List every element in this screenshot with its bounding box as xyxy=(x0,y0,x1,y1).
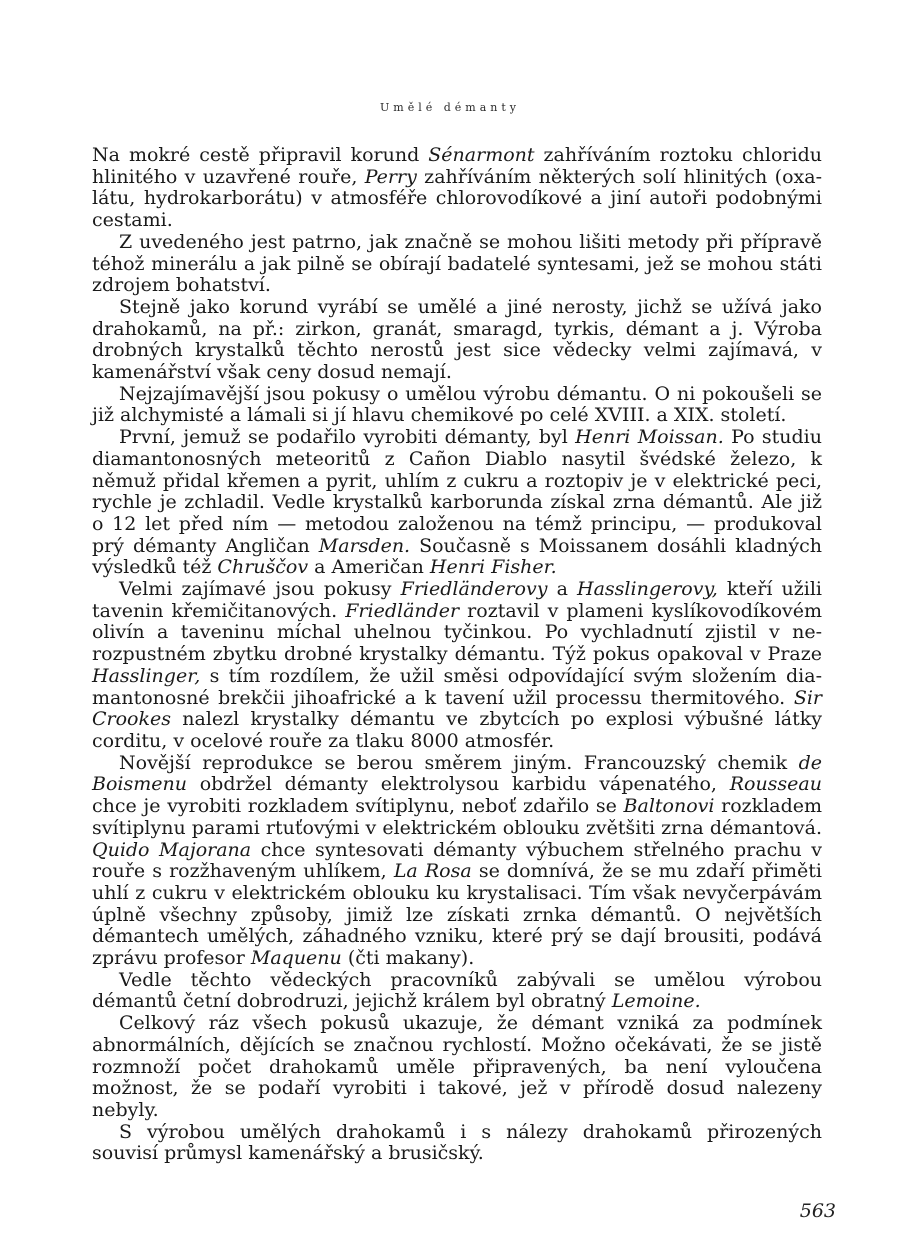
body-text xyxy=(92,145,822,1165)
text-run: Vedle těchto vědeckých pracovníků zabývali se umělou výrobou démantů četní dobrodruzi, jejichž králem byl obratný xyxy=(92,968,822,1013)
text-run: zahříváním některých solí hlinitých (oxalátu, hydrokarborátu) v atmosféře chlorovodíkové a jiní autoři podobnými cestami. xyxy=(92,165,822,232)
paragraph xyxy=(92,579,822,753)
italic-name: La Rosa xyxy=(393,860,472,883)
text-run: obdržel démanty elektrolysou karbidu vápenatého, xyxy=(186,773,730,796)
text-run: Na mokré cestě připravil korund xyxy=(92,144,429,166)
paragraph xyxy=(92,232,822,297)
italic-name: Friedländer xyxy=(345,599,460,622)
text-run: Z uvedeného jest patrno, jak značně se mohou lišiti metody při přípravě téhož minerálu a jak pilně se obírají badatelé syntesami, jež se mohou státi zdrojem bohatství. xyxy=(92,230,822,297)
italic-name: Henri Moissan. xyxy=(575,426,724,449)
text-run: zahříváním roztoku chloridu hlinitého v uzavřené rouře, xyxy=(92,144,822,188)
italic-name: Baltonovi xyxy=(623,795,715,818)
italic-name: Maquenu xyxy=(250,947,342,970)
italic-name: Chruščov xyxy=(217,556,309,579)
paragraph xyxy=(92,1013,822,1122)
italic-name: Perry xyxy=(364,165,417,188)
text-run: se domnívá, že se mu zdaří přiměti uhlí z cukru v elektrickém oblouku ku krystalisaci. Tím však nevyčerpávám úplně všechny způsoby, jimiž lze získati zrnka démantů. O největších démantech umělých, záhadného vzniku, které prý se dají brousiti, podává zprávu profesor xyxy=(92,860,822,970)
paragraph xyxy=(92,384,822,427)
italic-name: Hasslinger, xyxy=(92,664,201,687)
text-run: a Američan xyxy=(308,556,430,579)
text-run: a xyxy=(547,578,578,601)
italic-name: Friedländerovy xyxy=(400,578,548,601)
text-run: První, jemuž se podařilo vyrobiti démanty, byl xyxy=(119,426,576,449)
text-run: S výrobou umělých drahokamů i s nálezy drahokamů přirozených souvisí průmysl kamenářský a brusičský. xyxy=(92,1120,822,1165)
text-run: rozkladem svítiplynu parami rtuťovými v elektrickém oblouku zvětšiti zrna démantová. xyxy=(92,795,822,839)
text-run: (čti makany). xyxy=(341,947,475,970)
text-run: Současně s Moissanem dosáhli kladných výsledků též xyxy=(92,534,823,579)
text-run: nalezl krystalky démantu ve zbytcích po explosi výbušné látky corditu, v ocelové rouře za tlaku 8000 atmosfér. xyxy=(92,708,822,752)
text-run: kteří užili tavenin křemičitanových. xyxy=(92,578,822,622)
paragraph xyxy=(92,145,822,232)
text-run: Velmi zajímavé jsou pokusy xyxy=(119,578,401,601)
paragraph xyxy=(92,970,822,1013)
italic-name: Rousseau xyxy=(729,773,822,796)
paragraph xyxy=(92,297,822,384)
italic-name: Quido Majorana xyxy=(92,838,252,861)
italic-name: Hasslingerovy, xyxy=(577,578,718,601)
italic-name: de Boismenu xyxy=(92,751,822,796)
running-header: Umělé démanty xyxy=(380,101,520,114)
page-number: 563 xyxy=(799,1200,836,1222)
italic-name: Henri Fisher. xyxy=(429,556,557,579)
text-run: chce je vyrobiti rozkladem svítiplynu, neboť zdařilo se xyxy=(92,795,624,818)
text-run: chce syntesovati démanty výbuchem střelného prachu v rouře s rozžhaveným uhlíkem, xyxy=(92,838,822,883)
text-run: Po studiu diamantonosných meteoritů z Cañon Diablo nasytil švédské železo, k němuž přidal křemen a pyrit, uhlím z cukru a roztopiv je v elektrické peci, rychle je zchladil. Vedle krystalků karborunda získal zrna démantů. Ale již o 12 let před ním — metodou založenou na témž principu, — produkoval prý démanty Angličan xyxy=(92,426,822,557)
italic-name: Sir Crookes xyxy=(92,686,822,731)
text-run: roztavil v plameni kyslíkovodíkovém olivín a taveninu míchal uhelnou tyčinkou. Po vychladnutí zjistil v nerozpustném zbytku drobné krystalky démantu. Týž pokus opakoval v Praze xyxy=(92,599,822,666)
paragraph xyxy=(92,1122,822,1165)
text-run: s tím rozdílem, že užil směsi odpovídající svým složením diamantonosné brekčii jihoafrické a k tavení užil processu thermitového. xyxy=(92,664,822,709)
italic-name: Lemoine. xyxy=(611,990,701,1013)
italic-name: Marsden. xyxy=(318,534,411,557)
text-run: Novější reprodukce se berou směrem jiným. Francouzský chemik xyxy=(119,751,799,774)
paragraph xyxy=(92,427,822,579)
italic-name: Sénarmont xyxy=(428,144,535,166)
text-run: Stejně jako korund vyrábí se umělé a jiné nerosty, jichž se užívá jako drahokamů, na př.: zirkon, granát, smaragd, tyrkis, démant a j. Výroba drobných krystalků těchto nerostů jest sice vědecky velmi zajímavá, v kamenářství však ceny dosud nemají. xyxy=(92,295,822,384)
paragraph xyxy=(92,753,822,970)
text-run: Celkový ráz všech pokusů ukazuje, že démant vzniká za podmínek abnormálních, dějících se značnou rychlostí. Možno očekávati, že se jistě rozmnoží počet drahokamů uměle připravených, ba není vyloučena možnost, že se podaří vyrobiti i takové, jež v přírodě dosud nalezeny nebyly. xyxy=(92,1012,822,1121)
text-run: Nejzajímavější jsou pokusy o umělou výrobu démantu. O ni pokoušeli se již alchymisté a lámali si jí hlavu chemikové po celé XVIII. a XIX. století. xyxy=(92,382,822,427)
